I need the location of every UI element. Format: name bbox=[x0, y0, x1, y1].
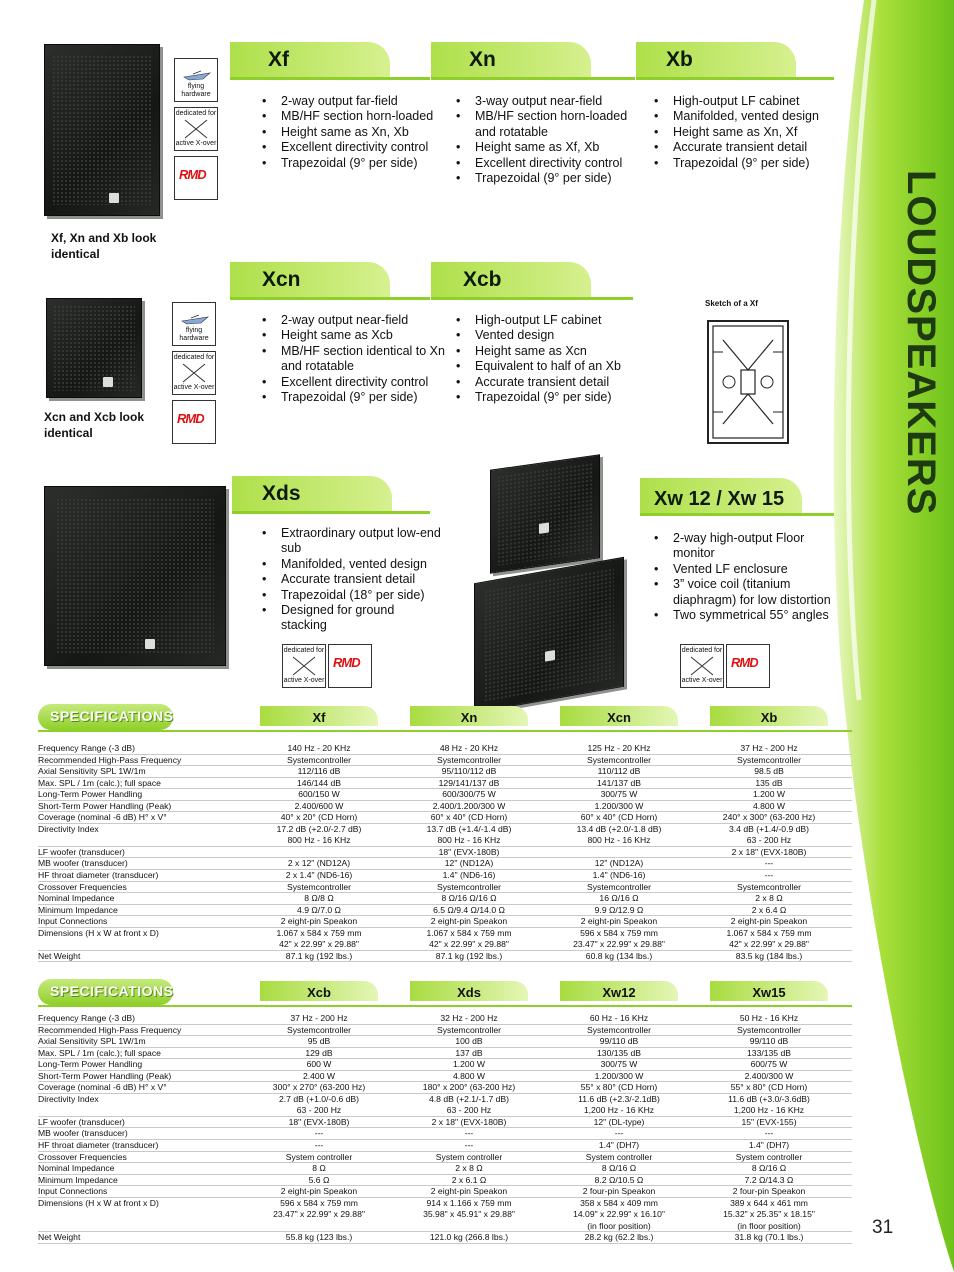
spec-row-label: MB woofer (transducer) bbox=[38, 1128, 128, 1139]
spec-cell: 55.8 kg (123 lbs.) bbox=[285, 1232, 353, 1243]
spec-row bbox=[38, 766, 852, 778]
spec-cell: 300/75 W bbox=[600, 1059, 638, 1070]
spec-cell: 1.4" (ND6-16) bbox=[442, 870, 496, 881]
spec-cell: Systemcontroller bbox=[287, 881, 351, 892]
spec-cell: 2 x 6.4 Ω bbox=[751, 904, 787, 915]
spec-cell: 146/144 dB bbox=[297, 777, 341, 788]
spec-row bbox=[38, 812, 852, 824]
spec-cell: 11.6 dB (+2.3/-2.1dB) 1,200 Hz - 16 KHz bbox=[578, 1093, 660, 1116]
spec-cell: Systemcontroller bbox=[587, 1024, 651, 1035]
spec-cell: 2 x 18" (EVX-180B) bbox=[731, 846, 807, 857]
xw15-monitor-image bbox=[474, 557, 624, 713]
spec-cell: 5.6 Ω bbox=[308, 1174, 330, 1185]
spec-row-label: Directivity Index bbox=[38, 1093, 99, 1104]
spec-cell: Systemcontroller bbox=[737, 1024, 801, 1035]
spec-cell: 137 dB bbox=[455, 1047, 483, 1058]
spec-cell: 8 Ω/16 Ω/16 Ω bbox=[441, 893, 497, 904]
spec-row bbox=[38, 1013, 852, 1025]
spec-row-label: Frequency Range (-3 dB) bbox=[38, 743, 135, 753]
spec-cell: 1.200 W bbox=[452, 1059, 485, 1070]
header-xcn: Xcn bbox=[230, 262, 430, 302]
spec-cell: 18" (EVX-180B) bbox=[288, 1116, 350, 1127]
spec-cell: 129 dB bbox=[305, 1047, 333, 1058]
caption-xcn-xcb: Xcn and Xcb look identical bbox=[44, 410, 145, 440]
spec-cell: 2.400/300 W bbox=[744, 1070, 794, 1081]
spec-row bbox=[38, 1071, 852, 1083]
sketch-caption: Sketch of a Xf bbox=[705, 299, 758, 308]
side-title bbox=[866, 170, 943, 516]
spec-row-label: Axial Sensitivity SPL 1W/1m bbox=[38, 1036, 146, 1047]
spec-cell: 2 eight-pin Speakon bbox=[430, 1186, 508, 1197]
rmd-logo: RMD bbox=[328, 644, 372, 688]
xf-speaker-image bbox=[44, 44, 160, 216]
spec-row bbox=[38, 801, 852, 813]
spec-cell: --- bbox=[314, 1128, 324, 1139]
header-xcb: Xcb bbox=[431, 262, 633, 302]
page-number: 31 bbox=[872, 1217, 894, 1238]
spec-cell: 37 Hz - 200 Hz bbox=[290, 1013, 348, 1023]
spec-cell: 55° x 80° (CD Horn) bbox=[730, 1082, 808, 1093]
spec-cell: System controller bbox=[285, 1151, 353, 1162]
spec-row bbox=[38, 743, 852, 755]
spec-row bbox=[38, 1094, 852, 1117]
spec-cell: 40° x 20° (CD Horn) bbox=[280, 812, 358, 823]
spec-cell: 95 dB bbox=[307, 1036, 331, 1047]
spec-cell: 12" (DL-type) bbox=[593, 1116, 645, 1127]
header-xn: Xn bbox=[431, 42, 635, 82]
spec-cell: 37 Hz - 200 Hz bbox=[740, 743, 798, 753]
spec-cell: 130/135 dB bbox=[597, 1047, 641, 1058]
spec-row bbox=[38, 1128, 852, 1140]
spec-row-label: Nominal Impedance bbox=[38, 893, 115, 904]
xb-features: • High-output LF cabinet • Manifolded, vented design • Height same as Xn, Xf • Accurate transient detail • Trapezoidal (9° per side) bbox=[654, 94, 834, 171]
spec-row-label: LF woofer (transducer) bbox=[38, 1116, 125, 1127]
spec-cell: --- bbox=[764, 870, 774, 881]
spec-row bbox=[38, 893, 852, 905]
spec-cell: 135 dB bbox=[755, 777, 783, 788]
spec-row-label: HF throat diameter (transducer) bbox=[38, 1140, 159, 1151]
spec-cell: 1.200 W bbox=[752, 789, 785, 800]
spec-cell: 32 Hz - 200 Hz bbox=[440, 1013, 498, 1023]
spec-row-label: LF woofer (transducer) bbox=[38, 846, 125, 857]
xf-sketch-drawing bbox=[707, 320, 789, 444]
spec-cell: 2 x 18" (EVX-180B) bbox=[431, 1116, 507, 1127]
spec-row bbox=[38, 1152, 852, 1164]
spec-cell: 596 x 584 x 759 mm 23.47" x 22.99" x 29.88" bbox=[573, 927, 665, 950]
spec-cell: System controller bbox=[435, 1151, 503, 1162]
spec-cell: --- bbox=[764, 1128, 774, 1139]
spec-row bbox=[38, 789, 852, 801]
spec-cell: --- bbox=[464, 1128, 474, 1139]
spec-cell: 914 x 1.166 x 759 mm 35.98" x 45.91" x 29.88" bbox=[423, 1197, 515, 1220]
spec-row bbox=[38, 916, 852, 928]
spec-cell: 125 Hz - 20 KHz bbox=[587, 743, 651, 753]
spec-row-label: Max. SPL / 1m (calc.); full space bbox=[38, 777, 161, 788]
spec-cell: Systemcontroller bbox=[437, 881, 501, 892]
spec-cell: 2 four-pin Speakon bbox=[732, 1186, 806, 1197]
spec-cell: 18" (EVX-180B) bbox=[438, 846, 500, 857]
spec-row-label: Crossover Frequencies bbox=[38, 881, 127, 892]
spec-cell: 141/137 dB bbox=[597, 777, 641, 788]
flying-hardware-icon: flying hardware bbox=[172, 302, 216, 346]
active-xover-icon: dedicated for active X-over bbox=[174, 107, 218, 151]
spec-cell: 15" (EVX-155) bbox=[741, 1116, 797, 1127]
active-xover-icon: dedicated for active X-over bbox=[680, 644, 724, 688]
spec-cell: 8.2 Ω/10.5 Ω bbox=[594, 1174, 644, 1185]
spec-row-label: Axial Sensitivity SPL 1W/1m bbox=[38, 766, 146, 777]
spec-cell: 600/150 W bbox=[298, 789, 340, 800]
xds-speaker-image bbox=[44, 486, 226, 666]
spec-cell: 11.6 dB (+3.0/-3.6dB) 1,200 Hz - 16 KHz bbox=[728, 1093, 810, 1116]
spec-cell: 4.8 dB (+2.1/-1.7 dB) 63 - 200 Hz bbox=[428, 1093, 510, 1116]
active-xover-icon: dedicated for active X-over bbox=[172, 351, 216, 395]
xw12-monitor-image bbox=[490, 454, 600, 573]
spec-cell: Systemcontroller bbox=[587, 881, 651, 892]
svg-text:LOUDSPEAKERS: LOUDSPEAKERS bbox=[899, 170, 943, 516]
spec-cell: 99/110 dB bbox=[749, 1036, 789, 1047]
spec-cell: 16 Ω/16 Ω bbox=[599, 893, 639, 904]
spec-row-label: Recommended High-Pass Frequency bbox=[38, 754, 182, 765]
spec-cell: 1.4" (ND6-16) bbox=[592, 870, 646, 881]
spec-cell: 2 x 1.4" (ND6-16) bbox=[285, 870, 353, 881]
spec-cell: 60 Hz - 16 KHz bbox=[589, 1013, 649, 1023]
spec-cell: Systemcontroller bbox=[287, 754, 351, 765]
spec-row-label: Coverage (nominal -6 dB) H° x V° bbox=[38, 1082, 167, 1093]
spec-cell: 2.400/1.200/300 W bbox=[432, 800, 506, 811]
spec-row-label: Minimum Impedance bbox=[38, 904, 118, 915]
spec-cell: 60° x 40° (CD Horn) bbox=[580, 812, 658, 823]
spec-cell: System controller bbox=[585, 1151, 653, 1162]
xcn-features: • 2-way output near-field • Height same as Xcb • MB/HF section identical to Xn and rotatable • Excellent directivity control • Trapezoidal (9° per side) bbox=[262, 313, 452, 405]
spec-header-2: SPECIFICATIONS Xcb Xds Xw12 Xw15 bbox=[38, 979, 852, 1007]
spec-row-label: Max. SPL / 1m (calc.); full space bbox=[38, 1047, 161, 1058]
spec-cell: 2 x 12" (ND12A) bbox=[287, 858, 351, 869]
spec-cell: 2 x 8 Ω bbox=[755, 893, 783, 904]
spec-cell: 2.400 W bbox=[302, 1070, 335, 1081]
spec-cell: 98.5 dB bbox=[754, 766, 784, 777]
spec-cell: 2 eight-pin Speakon bbox=[280, 1186, 358, 1197]
spec-cell: --- bbox=[764, 858, 774, 869]
spec-cell: 596 x 584 x 759 mm 23.47" x 22.99" x 29.88" bbox=[273, 1197, 365, 1220]
spec-cell: 8 Ω bbox=[312, 1163, 326, 1174]
rmd-logo: RMD bbox=[174, 156, 218, 200]
spec-cell: Systemcontroller bbox=[587, 754, 651, 765]
xds-features: • Extraordinary output low-end sub • Manifolded, vented design • Accurate transient detail • Trapezoidal (18° per side) • Designed for ground stacking bbox=[262, 526, 442, 634]
spec-row-label: Long-Term Power Handling bbox=[38, 1059, 143, 1070]
header-xds: Xds bbox=[232, 476, 430, 516]
spec-cell: 4.800 W bbox=[752, 800, 785, 811]
spec-cell: 28.2 kg (62.2 lbs.) bbox=[584, 1232, 654, 1243]
spec-cell: 100 dB bbox=[455, 1036, 483, 1047]
spec-cell: 8 Ω/16 Ω bbox=[751, 1163, 787, 1174]
spec-row bbox=[38, 1036, 852, 1048]
spec-cell: 112/116 dB bbox=[297, 766, 341, 777]
spec-cell: 8 Ω/16 Ω bbox=[601, 1163, 637, 1174]
spec-row-label: Frequency Range (-3 dB) bbox=[38, 1013, 135, 1023]
spec-cell: 2 x 6.1 Ω bbox=[451, 1174, 487, 1185]
rmd-logo: RMD bbox=[726, 644, 770, 688]
spec-cell: 2 eight-pin Speakon bbox=[730, 916, 808, 927]
spec-row bbox=[38, 1163, 852, 1175]
spec-row bbox=[38, 755, 852, 767]
spec-table-1 bbox=[38, 743, 852, 962]
spec-cell: 17.2 dB (+2.0/-2.7 dB) 800 Hz - 16 KHz bbox=[276, 823, 362, 846]
spec-cell: 95/110/112 dB bbox=[441, 766, 497, 777]
spec-cell: System controller bbox=[735, 1151, 803, 1162]
header-xw: Xw 12 / Xw 15 bbox=[640, 478, 834, 518]
spec-cell: 2 eight-pin Speakon bbox=[430, 916, 508, 927]
spec-row-label: Minimum Impedance bbox=[38, 1174, 118, 1185]
spec-cell: 358 x 584 x 409 mm 14.09" x 22.99" x 16.10" (in floor position) bbox=[573, 1197, 665, 1231]
spec-cell: 110/112 dB bbox=[597, 766, 641, 777]
spec-cell: 3.4 dB (+1.4/-0.9 dB) 63 - 200 Hz bbox=[728, 823, 810, 846]
spec-cell: 12" (ND12A) bbox=[594, 858, 644, 869]
xw-features: • 2-way high-output Floor monitor • Vented LF enclosure • 3” voice coil (titanium diaphragm) for low distortion • Two symmetrical 55° angles bbox=[654, 531, 844, 623]
spec-row bbox=[38, 847, 852, 859]
spec-cell: 1.067 x 584 x 759 mm 42" x 22.99" x 29.88" bbox=[276, 927, 362, 950]
spec-row bbox=[38, 905, 852, 917]
spec-cell: 121.0 kg (266.8 lbs.) bbox=[429, 1232, 509, 1243]
spec-row-label: Input Connections bbox=[38, 916, 108, 927]
spec-row bbox=[38, 951, 852, 963]
xf-features: • 2-way output far-field • MB/HF section horn-loaded • Height same as Xn, Xb • Excellent directivity control • Trapezoidal (9° per side) bbox=[262, 94, 442, 171]
spec-cell: 4.9 Ω/7.0 Ω bbox=[297, 904, 341, 915]
xcb-features: • High-output LF cabinet • Vented design • Height same as Xcn • Equivalent to half of an Xb • Accurate transient detail • Trapezoidal (9° per side) bbox=[456, 313, 646, 405]
spec-row bbox=[38, 1198, 852, 1233]
spec-row-label: Net Weight bbox=[38, 950, 81, 961]
header-xb: Xb bbox=[636, 42, 834, 82]
spec-cell: 55° x 80° (CD Horn) bbox=[580, 1082, 658, 1093]
spec-row-label: Directivity Index bbox=[38, 823, 99, 834]
spec-cell: 600/75 W bbox=[750, 1059, 788, 1070]
spec-row-label: Short-Term Power Handling (Peak) bbox=[38, 1070, 172, 1081]
spec-cell: --- bbox=[314, 1140, 324, 1151]
spec-row bbox=[38, 1025, 852, 1037]
spec-row bbox=[38, 870, 852, 882]
spec-row-label: Net Weight bbox=[38, 1232, 81, 1243]
spec-row-label: Crossover Frequencies bbox=[38, 1151, 127, 1162]
spec-cell: --- bbox=[464, 1140, 474, 1151]
spec-row bbox=[38, 858, 852, 870]
spec-cell: 2 x 8 Ω bbox=[455, 1163, 483, 1174]
spec-cell: 240° x 300° (63-200 Hz) bbox=[722, 812, 816, 823]
spec-cell: Systemcontroller bbox=[287, 1024, 351, 1035]
spec-cell: 12" (ND12A) bbox=[444, 858, 494, 869]
spec-row bbox=[38, 928, 852, 951]
spec-cell: 600/300/75 W bbox=[442, 789, 496, 800]
spec-cell: 1.4" (DH7) bbox=[748, 1140, 790, 1151]
xn-features: • 3-way output near-field • MB/HF section horn-loaded and rotatable • Height same as Xf, Xb • Excellent directivity control • Trapezoidal (9° per side) bbox=[456, 94, 636, 186]
spec-row-label: Short-Term Power Handling (Peak) bbox=[38, 800, 172, 811]
spec-cell: 2 eight-pin Speakon bbox=[280, 916, 358, 927]
spec-cell: 2 eight-pin Speakon bbox=[580, 916, 658, 927]
spec-cell: Systemcontroller bbox=[437, 754, 501, 765]
caption-xf-xn-xb: Xf, Xn and Xb look identical bbox=[51, 231, 157, 261]
spec-cell: 1.4" (DH7) bbox=[598, 1140, 640, 1151]
header-xf: Xf bbox=[230, 42, 430, 82]
spec-cell: Systemcontroller bbox=[737, 881, 801, 892]
spec-cell: 7.2 Ω/14.3 Ω bbox=[744, 1174, 794, 1185]
spec-row bbox=[38, 882, 852, 894]
spec-cell: 1.067 x 584 x 759 mm 42" x 22.99" x 29.88" bbox=[426, 927, 512, 950]
spec-cell: 300° x 270° (63-200 Hz) bbox=[272, 1082, 366, 1093]
spec-cell: --- bbox=[614, 1128, 624, 1139]
spec-row bbox=[38, 1175, 852, 1187]
spec-cell: 1.200/300 W bbox=[594, 800, 644, 811]
spec-row bbox=[38, 1232, 852, 1244]
spec-cell: 87.1 kg (192 lbs.) bbox=[435, 950, 503, 961]
spec-row bbox=[38, 1082, 852, 1094]
spec-cell: 60° x 40° (CD Horn) bbox=[430, 812, 508, 823]
spec-row-label: HF throat diameter (transducer) bbox=[38, 870, 159, 881]
spec-cell: 389 x 644 x 461 mm 15.32" x 25.35" x 18.15" (in floor position) bbox=[723, 1197, 815, 1231]
spec-cell: 87.1 kg (192 lbs.) bbox=[285, 950, 353, 961]
spec-row bbox=[38, 1140, 852, 1152]
spec-cell: 600 W bbox=[306, 1059, 332, 1070]
xcn-speaker-image bbox=[46, 298, 142, 398]
spec-row-label: Dimensions (H x W at front x D) bbox=[38, 927, 159, 938]
spec-cell: 140 Hz - 20 KHz bbox=[287, 743, 351, 753]
spec-cell: 48 Hz - 20 KHz bbox=[439, 743, 499, 753]
spec-cell: 50 Hz - 16 KHz bbox=[739, 1013, 799, 1023]
spec-cell: 8 Ω/8 Ω bbox=[304, 893, 334, 904]
spec-cell: 6.5 Ω/9.4 Ω/14.0 Ω bbox=[433, 904, 505, 915]
spec-row bbox=[38, 1048, 852, 1060]
spec-cell: 2.7 dB (+1.0/-0.6 dB) 63 - 200 Hz bbox=[278, 1093, 360, 1116]
spec-row-label: Nominal Impedance bbox=[38, 1163, 115, 1174]
spec-cell: 300/75 W bbox=[600, 789, 638, 800]
spec-cell: 1.067 x 584 x 759 mm 42" x 22.99" x 29.88" bbox=[726, 927, 812, 950]
spec-row bbox=[38, 1186, 852, 1198]
spec-cell: 1.200/300 W bbox=[594, 1070, 644, 1081]
spec-cell: 9.9 Ω/12.9 Ω bbox=[594, 904, 644, 915]
spec-row-label: Long-Term Power Handling bbox=[38, 789, 143, 800]
spec-cell: Systemcontroller bbox=[437, 1024, 501, 1035]
spec-cell: 60.8 kg (134 lbs.) bbox=[585, 950, 653, 961]
spec-row bbox=[38, 824, 852, 847]
spec-cell: 13.7 dB (+1.4/-1.4 dB) 800 Hz - 16 KHz bbox=[426, 823, 512, 846]
spec-cell: 83.5 kg (184 lbs.) bbox=[735, 950, 803, 961]
spec-row-label: Coverage (nominal -6 dB) H° x V° bbox=[38, 812, 167, 823]
active-xover-icon: dedicated for active X-over bbox=[282, 644, 326, 688]
spec-cell: 4.800 W bbox=[452, 1070, 485, 1081]
spec-table-2 bbox=[38, 1013, 852, 1244]
spec-cell: 99/110 dB bbox=[599, 1036, 639, 1047]
spec-header-1: SPECIFICATIONS Xf Xn Xcn Xb bbox=[38, 704, 852, 732]
spec-cell: 129/141/137 dB bbox=[438, 777, 500, 788]
spec-row bbox=[38, 778, 852, 790]
flying-hardware-icon: flying hardware bbox=[174, 58, 218, 102]
spec-row bbox=[38, 1117, 852, 1129]
spec-cell: 2 four-pin Speakon bbox=[582, 1186, 656, 1197]
spec-row-label: Recommended High-Pass Frequency bbox=[38, 1024, 182, 1035]
spec-row-label: Input Connections bbox=[38, 1186, 108, 1197]
spec-cell: 13.4 dB (+2.0/-1.8 dB) 800 Hz - 16 KHz bbox=[576, 823, 662, 846]
spec-cell: 180° x 200° (63-200 Hz) bbox=[422, 1082, 516, 1093]
spec-row bbox=[38, 1059, 852, 1071]
spec-cell: 31.8 kg (70.1 lbs.) bbox=[734, 1232, 804, 1243]
spec-row-label: Dimensions (H x W at front x D) bbox=[38, 1197, 159, 1208]
rmd-logo: RMD bbox=[172, 400, 216, 444]
spec-row-label: MB woofer (transducer) bbox=[38, 858, 128, 869]
spec-cell: 133/135 dB bbox=[747, 1047, 791, 1058]
spec-cell: Systemcontroller bbox=[737, 754, 801, 765]
spec-cell: 2.400/600 W bbox=[294, 800, 344, 811]
